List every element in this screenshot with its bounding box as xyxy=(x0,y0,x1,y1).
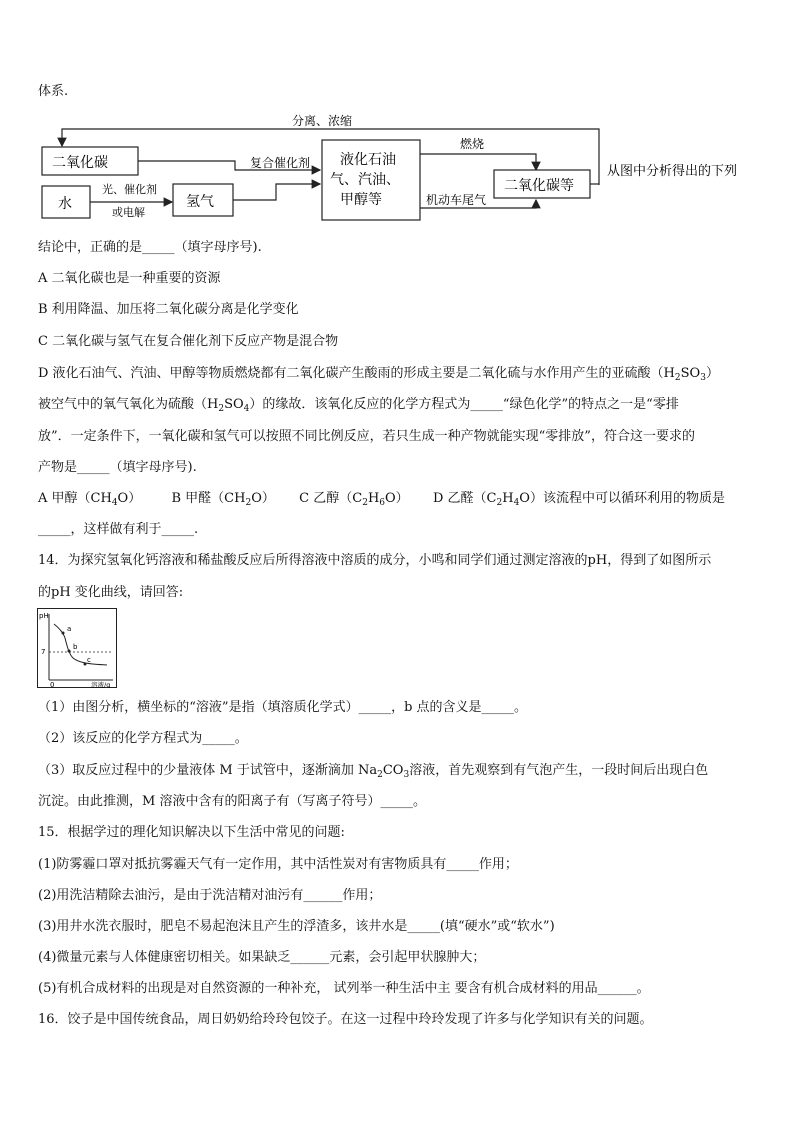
q13-option-c: C 二氧化碳与氢气在复合催化剂下反应产物是混合物 xyxy=(38,334,339,349)
q14-sub2: （2）该反应的化学方程式为_____。 xyxy=(38,731,248,746)
q13-option-d-line2: 被空气中的氧气氧化为硫酸$(H_2SO_4)$的缘故．该氧化反应的化学方程式为_____“绿色化学”的特点之一是“零排 xyxy=(38,397,679,414)
q14-sub1: （1）由图分析，横坐标的“溶液”是指（填溶质化学式）_____，b 点的含义是_____。 xyxy=(38,700,528,715)
point-b xyxy=(68,650,71,653)
q15-item4: (4)微量元素与人体健康密切相关。如果缺乏______元素，会引起甲状腺肿大； xyxy=(38,950,486,965)
q13-intro: 结论中，正确的是_____（填字母序号). xyxy=(38,240,262,255)
hydrogen-label: 氢气 xyxy=(186,194,214,210)
q13-last-line: _____，这样做有利于_____. xyxy=(38,522,199,537)
co2-left-label: 二氧化碳 xyxy=(52,155,108,171)
fuel-line-1: 液化石油 xyxy=(340,152,396,168)
q14-stem-line2: 的pH 变化曲线，请回答: xyxy=(38,585,184,600)
or-electrolysis-label: 或电解 xyxy=(112,206,145,219)
diagram-side-text: 从图中分析得出的下列 xyxy=(607,164,738,179)
process-flow-diagram xyxy=(0,112,794,224)
q13-option-d-line3: 放”．一定条件下，一氧化碳和氢气可以按照不同比例反应，若只生成一种产物就能实现“零排放”，符合这一要求的 xyxy=(38,429,695,444)
q13-option-b: B 利用降温、加压将二氧化碳分离是化学变化 xyxy=(38,302,299,317)
q15-stem: 15．根据学过的理化知识解决以下生活中常见的问题: xyxy=(38,825,345,840)
q13-product-options: A 甲醇$(CH_4O)$ B 甲醛$(CH_2O)$ C 乙醇$(C_2H_6O)$ D 乙醛$(C_2H_4O)$该流程中可以循环利用的物质是 xyxy=(38,491,725,508)
y-axis-label: pH xyxy=(39,612,49,620)
point-a-label: a xyxy=(67,625,72,633)
continued-text: 体系. xyxy=(38,84,69,99)
q14-sub3-line1: （3）取反应过程中的少量液体 M 于试管中，逐渐滴加 $Na_2CO_3$溶液，首先观察到有气泡产生，一段时间后出现白色 xyxy=(38,763,709,780)
point-c-label: c xyxy=(87,656,91,664)
burn-arrow xyxy=(420,154,536,170)
h2-to-fuel-arrow xyxy=(233,184,320,200)
burn-label: 燃烧 xyxy=(460,137,485,151)
q14-sub3-line2: 沉淀。由此推测，M 溶液中含有的阳离子有（写离子符号）_____。 xyxy=(38,794,426,809)
q15-item1: (1)防雾霾口罩对抵抗雾霾天气有一定作用，其中活性炭对有害物质具有_____作用； xyxy=(38,857,518,872)
q13-option-d-line1: D 液化石油气、汽油、甲醇等物质燃烧都有二氧化碳产生酸雨的形成主要是二氧化硫与水作用产生的亚硫酸$(H_2SO_3)$ xyxy=(38,366,719,383)
q13-option-a: A 二氧化碳也是一种重要的资源 xyxy=(38,271,221,286)
q16-stem: 16．饺子是中国传统食品，周日奶奶给玲玲包饺子。在这一过程中玲玲发现了许多与化学知识有关的问题。 xyxy=(38,1012,653,1027)
q15-item5: (5)有机合成材料的出现是对自然资源的一种补充， 试列举一种生活中主 要含有机合成材料的用品______。 xyxy=(38,981,650,996)
fuel-line-2: 气、汽油、 xyxy=(330,172,400,188)
exhaust-label: 机动车尾气 xyxy=(426,193,487,207)
q14-stem-line1: 14．为探究氢氧化钙溶液和稀盐酸反应后所得溶液中溶质的成分，小鸣和同学们通过测定溶液的pH，得到了如图所示 xyxy=(38,553,712,568)
origin-label: 0 xyxy=(50,681,55,688)
fuel-line-3: 甲醇等 xyxy=(340,192,382,208)
ph-curve-graph xyxy=(37,608,117,688)
light-catalyst-label: 光、催化剂 xyxy=(102,183,157,196)
composite-catalyst-label: 复合催化剂 xyxy=(250,156,311,170)
point-a xyxy=(62,632,65,635)
point-b-label: b xyxy=(73,643,78,651)
q15-item3: (3)用井水洗衣服时，肥皂不易起泡沫且产生的浮渣多，该井水是_____(填“硬水”或“软水”) xyxy=(38,919,555,934)
q15-item2: (2)用洗洁精除去油污，是由于洗洁精对油污有______作用； xyxy=(38,888,382,903)
q13-option-d-line4: 产物是_____（填字母序号). xyxy=(38,460,197,475)
x-axis-label: 溶液/g xyxy=(91,681,111,688)
co2-right-label: 二氧化碳等 xyxy=(504,178,574,194)
loop-label: 分离、浓缩 xyxy=(292,114,353,128)
tick-7-label: 7 xyxy=(41,648,46,656)
water-label: 水 xyxy=(58,196,72,212)
